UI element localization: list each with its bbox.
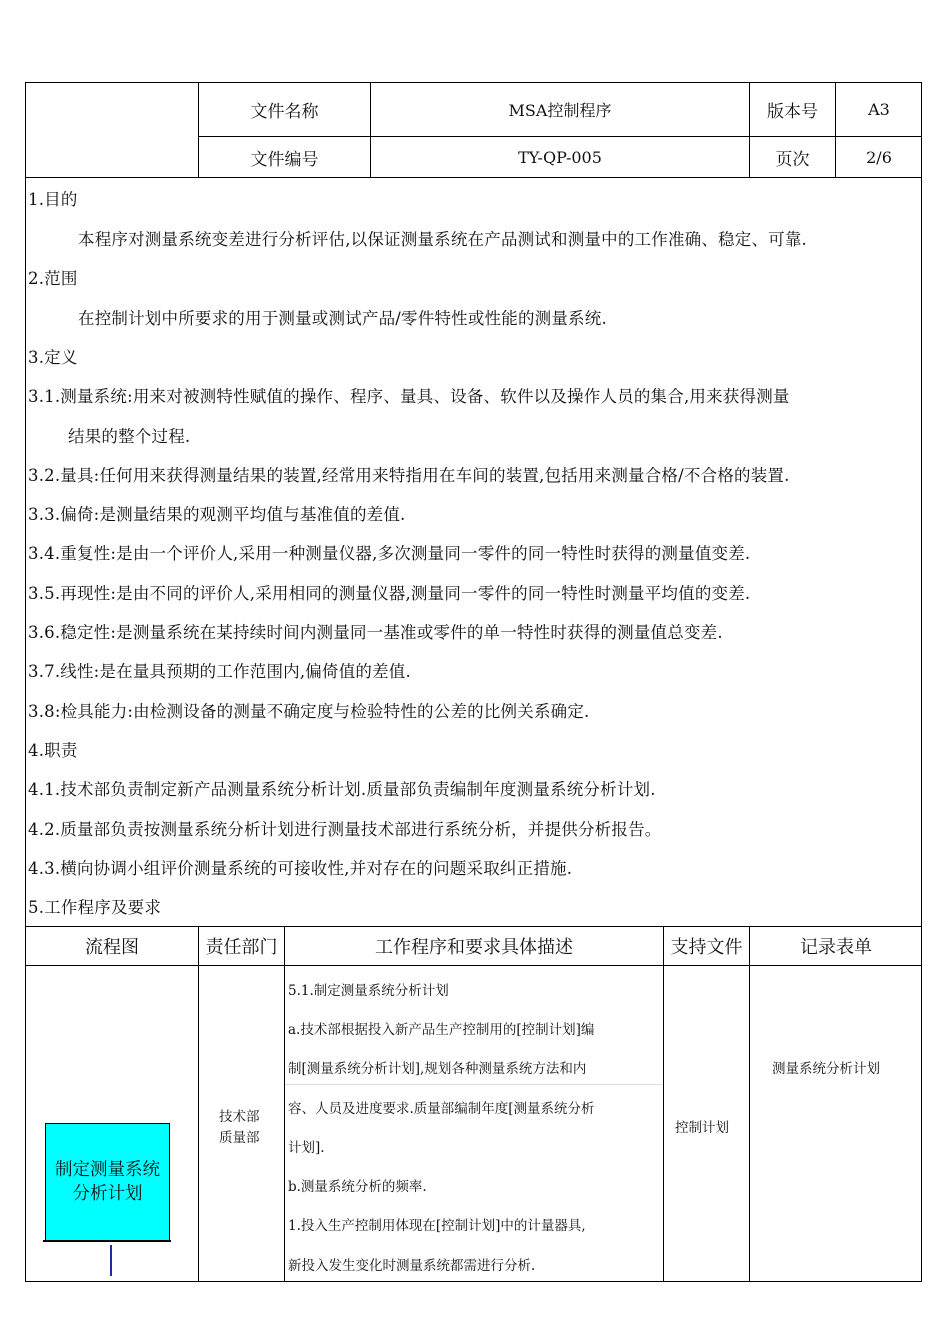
table-divider — [663, 926, 664, 1282]
section-heading: 3.定义 — [28, 348, 78, 367]
definition-item: 3.1.测量系统:用来对被测特性赋值的操作、程序、量具、设备、软件以及操作人员的集合,用来获得测量 — [28, 387, 790, 406]
table-divider — [284, 926, 285, 1282]
table-divider — [198, 926, 199, 1282]
definition-item: 3.7.线性:是在量具预期的工作范围内,偏倚值的差值. — [28, 662, 411, 681]
definition-item: 3.5.再现性:是由不同的评价人,采用相同的测量仪器,测量同一零件的同一特性时测量平均值的变差. — [28, 584, 751, 603]
table-border — [25, 965, 922, 966]
desc-line: b.测量系统分析的频率. — [288, 1179, 427, 1195]
version-value: A3 — [868, 100, 890, 119]
flow-box-label: 制定测量系统 — [55, 1160, 160, 1180]
desc-line: 5.1.制定测量系统分析计划 — [288, 983, 449, 999]
doc-no-label: 文件编号 — [250, 149, 319, 170]
desc-line: 容、人员及进度要求.质量部编制年度[测量系统分析 — [288, 1101, 595, 1117]
page-label: 页次 — [775, 149, 810, 170]
desc-row-separator — [285, 1084, 662, 1085]
definition-item: 3.8:检具能力:由检测设备的测量不确定度与检验特性的公差的比例关系确定. — [28, 702, 590, 721]
body-paragraph: 本程序对测量系统变差进行分析评估,以保证测量系统在产品测试和测量中的工作准确、稳定、可靠. — [78, 230, 807, 249]
dept-cell-line: 质量部 — [219, 1130, 260, 1146]
version-label: 版本号 — [767, 102, 818, 122]
section-heading: 4.职责 — [28, 741, 78, 760]
desc-line: 计划]. — [288, 1140, 325, 1156]
col-header-flowchart: 流程图 — [85, 937, 139, 958]
responsibility-item: 4.2.质量部负责按测量系统分析计划进行测量技术部进行系统分析，并提供分析报告。 — [28, 820, 662, 839]
responsibility-item: 4.1.技术部负责制定新产品测量系统分析计划.质量部负责编制年度测量系统分析计划. — [28, 780, 656, 799]
definition-item: 3.4.重复性:是由一个评价人,采用一种测量仪器,多次测量同一零件的同一特性时获得的测量值变差. — [28, 544, 751, 563]
doc-no-value: TY-QP-005 — [518, 147, 602, 167]
flowchart-box-shadow-edge — [43, 1240, 171, 1242]
header-divider — [25, 177, 922, 178]
desc-line: 1.投入生产控制用体现在[控制计划]中的计量器具, — [288, 1218, 586, 1234]
section-heading: 5.工作程序及要求 — [28, 898, 162, 917]
section-heading: 1.目的 — [28, 190, 78, 209]
col-header-description: 工作程序和要求具体描述 — [375, 937, 573, 958]
table-divider — [749, 926, 750, 1282]
desc-line: a.技术部根据投入新产品生产控制用的[控制计划]编 — [288, 1022, 595, 1038]
definition-item: 3.2.量具:任何用来获得测量结果的装置,经常用来特指用在车间的装置,包括用来测量合格/不合格的装置. — [28, 466, 790, 485]
definition-continuation: 结果的整个过程. — [68, 427, 191, 446]
dept-cell-line: 技术部 — [219, 1109, 260, 1125]
flowchart-connector — [110, 1245, 112, 1276]
definition-item: 3.3.偏倚:是测量结果的观测平均值与基准值的差值. — [28, 505, 406, 524]
desc-line: 新投入发生变化时测量系统都需进行分析. — [288, 1258, 536, 1274]
responsibility-item: 4.3.横向协调小组评价测量系统的可接收性,并对存在的问题采取纠正措施. — [28, 859, 573, 878]
doc-name-value: MSA控制程序 — [508, 101, 612, 120]
definition-item: 3.6.稳定性:是测量系统在某持续时间内测量同一基准或零件的单一特性时获得的测量值总变差. — [28, 623, 723, 642]
col-header-records: 记录表单 — [800, 937, 872, 958]
section-heading: 2.范围 — [28, 269, 78, 288]
flow-box-label: 分析计划 — [72, 1184, 143, 1204]
desc-line: 制[测量系统分析计划],规划各种测量系统方法和内 — [288, 1061, 587, 1077]
body-paragraph: 在控制计划中所要求的用于测量或测试产品/零件特性或性能的测量系统. — [78, 309, 607, 328]
record-form: 测量系统分析计划 — [772, 1061, 880, 1077]
support-doc: 控制计划 — [675, 1120, 729, 1136]
page-value: 2/6 — [866, 147, 892, 167]
col-header-support: 支持文件 — [670, 937, 743, 958]
doc-name-label: 文件名称 — [250, 102, 319, 122]
col-header-dept: 责任部门 — [205, 937, 278, 958]
flowchart-process-box — [45, 1123, 170, 1241]
